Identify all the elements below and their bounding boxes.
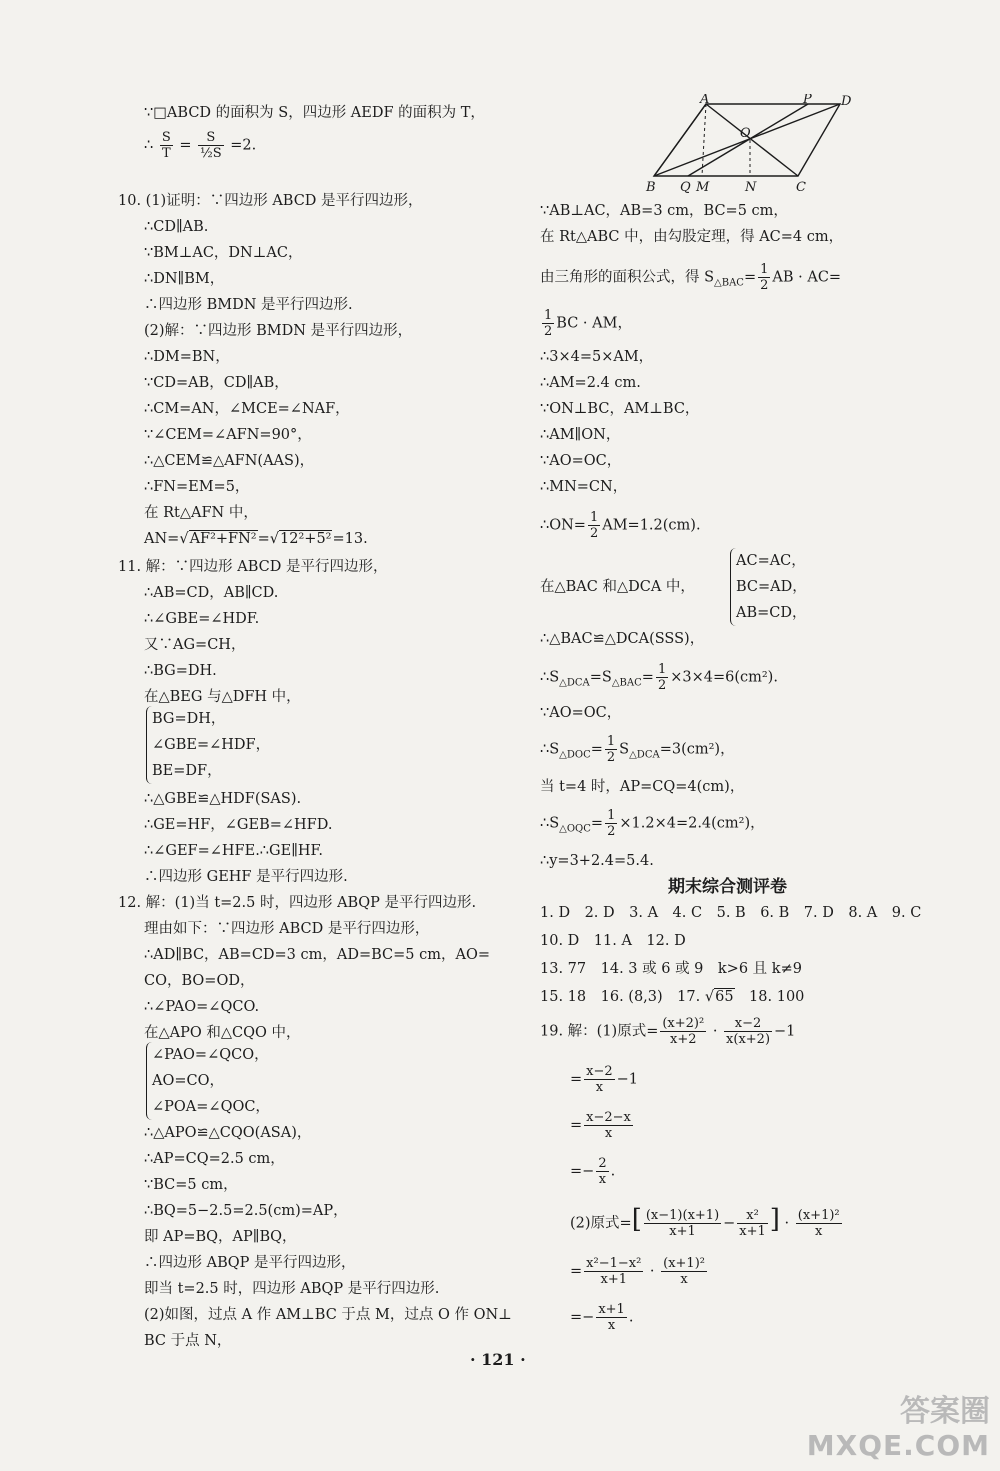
area-line	[540, 808, 765, 839]
equals: =	[743, 269, 757, 286]
expr: 15. 18 16. (8,3) 17.	[540, 989, 705, 1005]
equals: =	[257, 531, 270, 547]
brace-item: ∠POA=∠QOC，	[152, 1099, 270, 1115]
numerator: (x+1)²	[797, 1208, 840, 1223]
expr: AM=1.2(cm).	[602, 517, 701, 534]
q12-line: ∴AP=CQ=2.5 cm，	[144, 1151, 285, 1167]
brace-item: BG=DH，	[152, 711, 226, 727]
denominator: 2	[544, 324, 553, 339]
q11-line: 又∵AG=CH，	[144, 637, 246, 653]
q10-line: ∴CM=AN，∠MCE=∠NAF，	[144, 401, 350, 417]
label-n: N	[745, 180, 757, 194]
q11-line: 在△BEG 与△DFH 中，	[144, 689, 301, 705]
equals: =	[590, 815, 604, 832]
expr: ×1.2×4=2.4(cm²)，	[619, 815, 765, 832]
parallelogram-figure	[640, 94, 860, 194]
fraction	[644, 1208, 721, 1239]
label-q: Q	[680, 180, 691, 194]
q10-line: ∴DN∥BM，	[144, 271, 225, 287]
denominator: T	[161, 146, 171, 161]
text-line: ∵ON⊥BC，AM⊥BC，	[540, 401, 700, 417]
denominator: x+1	[600, 1272, 627, 1287]
fraction	[584, 1064, 615, 1095]
numerator: 1	[607, 808, 616, 823]
brace-item: AC=AC，	[736, 553, 806, 569]
bracket: ]	[769, 1204, 780, 1235]
numerator: (x+1)²	[663, 1256, 705, 1271]
q12-line: ∴∠PAO=∠QCO.	[144, 999, 260, 1015]
answers-line: 1. D 2. D 3. A 4. C 5. B 6. B 7. D 8. A 9. C	[540, 905, 922, 921]
numerator: x−2	[586, 1064, 613, 1079]
denominator: 2	[589, 526, 599, 541]
q19-step	[570, 1156, 615, 1187]
fraction	[724, 1016, 772, 1047]
radicand: 65	[715, 989, 734, 1005]
q19-part2	[570, 1204, 844, 1239]
expr: (2)原式=	[570, 1215, 632, 1232]
brace-item: AO=CO，	[152, 1073, 224, 1089]
equals: =	[570, 1117, 583, 1134]
text-line: 当 t=4 时，AP=CQ=4(cm)，	[540, 779, 745, 795]
expr: .	[610, 1163, 616, 1180]
q10-line: ∵CD=AB，CD∥AB，	[144, 375, 289, 391]
numerator: (x−1)(x+1)	[645, 1208, 720, 1223]
text-line: ∴AM∥ON，	[540, 427, 621, 443]
q11-line: ∴△GBE≌△HDF(SAS).	[144, 791, 302, 807]
text-line: 在 Rt△ABC 中，由勾股定理，得 AC=4 cm，	[540, 229, 844, 245]
q19-step	[570, 1110, 635, 1141]
denominator: x	[815, 1224, 823, 1239]
numerator: x+1	[598, 1302, 625, 1317]
fraction	[542, 308, 554, 339]
result: =2.	[230, 137, 257, 154]
expr: AN=	[144, 531, 180, 547]
denominator: 2	[760, 278, 769, 293]
equals: =	[179, 137, 192, 154]
bracket: [	[631, 1204, 642, 1235]
q11-line: ∴∠GBE=∠HDF.	[144, 611, 260, 627]
fraction	[160, 130, 173, 161]
therefore-symbol: ∴	[144, 137, 154, 154]
label-o: O	[740, 126, 751, 141]
numerator: S	[198, 130, 224, 146]
q11-line: ∴AB=CD，AB∥CD.	[144, 585, 279, 601]
area-line	[540, 262, 841, 293]
denominator: x(x+2)	[726, 1032, 771, 1047]
page-number: · 121 ·	[470, 1350, 526, 1369]
expr: ∴ON=	[540, 517, 586, 534]
denominator: x	[604, 1126, 613, 1141]
expr: =−	[570, 1163, 595, 1180]
watermark-logo	[807, 1395, 990, 1463]
expr: −1	[616, 1071, 639, 1088]
label-c: C	[796, 180, 806, 194]
answers-line: 10. D 11. A 12. D	[540, 933, 686, 949]
q11-line: ∴GE=HF，∠GEB=∠HFD.	[144, 817, 333, 833]
text-line: ∵AB⊥AC，AB=3 cm，BC=5 cm，	[540, 203, 788, 219]
expr: 19. 解：(1)原式=	[540, 1023, 659, 1040]
text-line: ∴AM=2.4 cm.	[540, 375, 641, 391]
fraction	[605, 734, 617, 765]
text-line: ∴△BAC≌△DCA(SSS)，	[540, 631, 705, 647]
denominator: 2	[607, 824, 616, 839]
denominator: 2	[657, 678, 667, 693]
denominator: x	[595, 1080, 604, 1095]
q12-line: ∴AD∥BC，AB=CD=3 cm，AD=BC=5 cm，AO=	[144, 947, 491, 963]
q12-line: CO，BO=OD，	[144, 973, 255, 989]
brace-item: AB=CD，	[736, 605, 807, 621]
exam-title: 期末综合测评卷	[668, 877, 787, 897]
q12-brace	[146, 1042, 270, 1120]
brace-item: BC=AD，	[736, 579, 807, 595]
watermark-text: 答案圈	[900, 1394, 990, 1429]
text-line: ∴MN=CN，	[540, 479, 628, 495]
equals: =	[570, 1263, 583, 1280]
fraction	[584, 1256, 643, 1287]
fraction	[661, 1256, 707, 1287]
expr: .	[628, 1309, 634, 1326]
sss-brace	[730, 548, 807, 626]
fraction	[660, 1016, 706, 1047]
q10-line: ∴四边形 BMDN 是平行四边形.	[144, 297, 353, 313]
fraction	[656, 662, 668, 693]
q12-line: (2)如图，过点 A 作 AM⊥BC 于点 M，过点 O 作 ON⊥	[144, 1307, 512, 1323]
expr: =3(cm²)，	[659, 741, 735, 758]
q19-step	[570, 1256, 709, 1287]
expr: =−	[570, 1309, 595, 1326]
denominator: x+1	[739, 1224, 766, 1239]
expr: −1	[774, 1023, 796, 1040]
q11-line: ∴四边形 GEHF 是平行四边形.	[144, 869, 348, 885]
q10-line: 在 Rt△AFN 中，	[144, 505, 258, 521]
text-line: ∵□ABCD 的面积为 S，四边形 AEDF 的面积为 T，	[144, 105, 485, 121]
expr: ∴S	[540, 669, 560, 686]
numerator: x−2	[724, 1016, 772, 1032]
fraction	[758, 262, 770, 293]
numerator: S	[161, 130, 171, 145]
q11-line: ∴BG=DH.	[144, 663, 217, 679]
q12-line: ∴BQ=5−2.5=2.5(cm)=AP，	[144, 1203, 348, 1219]
area-line	[540, 308, 632, 339]
q12-line: ∴△APO≌△CQO(ASA)，	[144, 1125, 312, 1141]
text-line: ∴y=3+2.4=5.4.	[540, 853, 654, 869]
q19-step	[570, 1302, 633, 1333]
q10-line: ∴FN=EM=5，	[144, 479, 250, 495]
equals: =	[590, 741, 603, 758]
text-line: 在△BAC 和△DCA 中，	[540, 579, 695, 595]
denominator: x	[680, 1272, 688, 1287]
fraction	[596, 1156, 608, 1187]
answers-line: 15. 18 16. (8,3) 17. √65 18. 100	[540, 989, 805, 1005]
subscript: △BAC	[611, 677, 642, 689]
denominator: 2	[606, 750, 616, 765]
q10-line: 10. (1)证明：∵四边形 ABCD 是平行四边形，	[118, 193, 423, 209]
q10-line: ∵BM⊥AC，DN⊥AC，	[144, 245, 303, 261]
area-line	[540, 662, 778, 693]
radicand: 12²+5²	[280, 531, 332, 547]
minus: −	[723, 1215, 736, 1232]
area-line	[540, 734, 735, 765]
label-b: B	[646, 180, 656, 194]
q12-line: ∵BC=5 cm，	[144, 1177, 238, 1193]
brace-item: ∠PAO=∠QCO，	[152, 1047, 269, 1063]
label-a: A	[700, 94, 710, 107]
denominator: x	[598, 1172, 607, 1187]
numerator: 1	[544, 308, 553, 323]
label-p: P	[803, 94, 812, 107]
dot: ·	[708, 1023, 723, 1040]
radicand: AF²+FN²	[189, 531, 257, 547]
fraction	[198, 130, 224, 161]
subscript: △DOC	[559, 749, 591, 761]
equals: =	[570, 1071, 583, 1088]
numerator: 1	[606, 734, 616, 749]
q12-line: ∴四边形 ABQP 是平行四边形，	[144, 1255, 356, 1271]
expr: ∴S	[540, 741, 560, 758]
expr: BC · AM，	[556, 315, 632, 332]
numerator: 1	[760, 262, 769, 277]
fraction	[796, 1208, 842, 1239]
text-line: ∵AO=OC，	[540, 453, 622, 469]
numerator: x−2−x	[586, 1110, 631, 1125]
q10-line: ∵∠CEM=∠AFN=90°，	[144, 427, 312, 443]
subscript: △BAC	[714, 277, 744, 289]
subscript: △DCA	[559, 677, 590, 689]
answers-line: 13. 77 14. 3 或 6 或 9 k>6 且 k≠9	[540, 961, 802, 977]
numerator: x²	[737, 1208, 768, 1224]
q12-line: BC 于点 N，	[144, 1333, 232, 1349]
numerator: 2	[598, 1156, 607, 1171]
expr: ∴S	[540, 815, 560, 832]
fraction	[737, 1208, 768, 1239]
q10-line: (2)解：∵四边形 BMDN 是平行四边形，	[144, 323, 413, 339]
fraction	[605, 808, 617, 839]
q12-line: 即当 t=2.5 时，四边形 ABQP 是平行四边形.	[144, 1281, 440, 1297]
numerator: (x+2)²	[662, 1016, 705, 1031]
label-d: D	[841, 94, 852, 109]
q12-line: 即 AP=BQ，AP∥BQ，	[144, 1229, 297, 1245]
q19-step	[570, 1064, 638, 1095]
ratio-line	[144, 130, 256, 161]
on-line	[540, 510, 701, 541]
expr: AB · AC=	[772, 269, 842, 286]
fraction	[588, 510, 600, 541]
q10-sqrt-line: AN=√AF²+FN²=√12²+5²=13.	[144, 531, 368, 547]
expr: ×3×4=6(cm²).	[670, 669, 778, 686]
numerator: x²−1−x²	[586, 1256, 642, 1271]
subscript: △OQC	[559, 823, 591, 835]
denominator: ½S	[200, 146, 222, 161]
equals: =	[641, 669, 654, 686]
result: =13.	[332, 531, 368, 547]
denominator: x	[607, 1318, 616, 1333]
denominator: x+1	[669, 1224, 696, 1239]
expr: 由三角形的面积公式，得 S	[540, 269, 715, 286]
q11-line: 11. 解：∵四边形 ABCD 是平行四边形，	[118, 559, 388, 575]
fraction	[596, 1302, 627, 1333]
q12-line: 12. 解：(1)当 t=2.5 时，四边形 ABQP 是平行四边形.	[118, 895, 477, 911]
dot: ·	[645, 1263, 660, 1280]
numerator: 1	[589, 510, 599, 525]
expr: =S	[589, 669, 612, 686]
subscript: △DCA	[629, 749, 660, 761]
expr: 18. 100	[734, 989, 805, 1005]
q10-line: ∴CD∥AB.	[144, 219, 209, 235]
expr: S	[619, 741, 630, 758]
q19-line	[540, 1016, 795, 1047]
q11-brace	[146, 706, 270, 784]
text-line: ∴3×4=5×AM，	[540, 349, 654, 365]
text-line: ∵AO=OC，	[540, 705, 622, 721]
dot: ·	[779, 1215, 794, 1232]
q12-line: 理由如下：∵四边形 ABCD 是平行四边形，	[144, 921, 430, 937]
fraction	[584, 1110, 633, 1141]
brace-item: BE=DF，	[152, 763, 222, 779]
q10-line: ∴DM=BN，	[144, 349, 230, 365]
diagonal-ac	[706, 104, 798, 176]
q11-line: ∴∠GEF=∠HFE.∴GE∥HF.	[144, 843, 323, 859]
q10-line: ∴△CEM≌△AFN(AAS)，	[144, 453, 315, 469]
denominator: x+2	[670, 1032, 697, 1047]
watermark-url: MXQE.COM	[806, 1429, 990, 1462]
brace-item: ∠GBE=∠HDF，	[152, 737, 271, 753]
label-m: M	[696, 180, 710, 194]
numerator: 1	[657, 662, 667, 677]
q12-line: 在△APO 和△CQO 中，	[144, 1025, 301, 1041]
